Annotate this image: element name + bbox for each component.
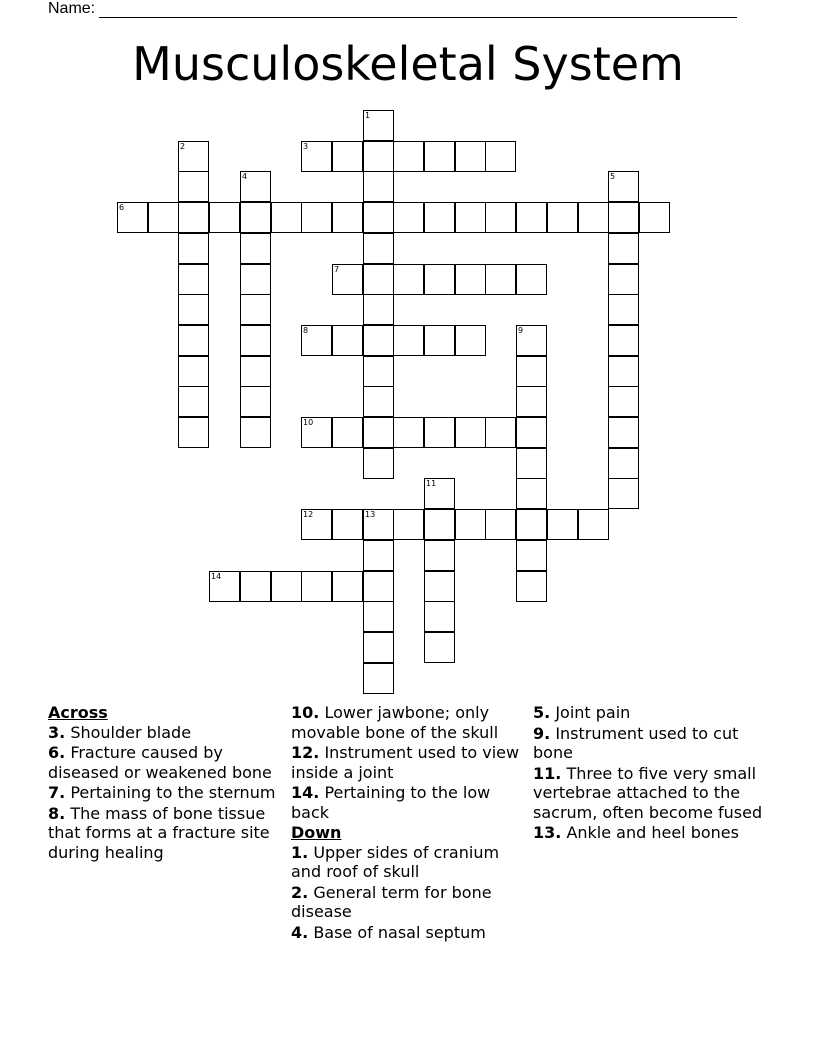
grid-cell[interactable] xyxy=(363,417,394,448)
grid-cell[interactable] xyxy=(363,509,394,540)
grid-cell[interactable] xyxy=(608,417,639,448)
grid-cell[interactable] xyxy=(240,233,271,264)
grid-cell[interactable] xyxy=(424,141,455,172)
grid-cell[interactable] xyxy=(332,325,363,356)
grid-cell[interactable] xyxy=(393,509,424,540)
grid-cell[interactable] xyxy=(178,171,209,202)
grid-cell[interactable] xyxy=(485,202,516,233)
cell-number: 8 xyxy=(303,326,309,335)
grid-cell[interactable] xyxy=(332,202,363,233)
grid-cell[interactable] xyxy=(608,386,639,417)
grid-cell[interactable] xyxy=(332,264,363,295)
grid-cell[interactable] xyxy=(363,540,394,571)
grid-cell[interactable] xyxy=(363,202,394,233)
name-label: Name: xyxy=(48,0,96,17)
grid-cell[interactable] xyxy=(455,509,486,540)
clue-across-6 xyxy=(48,743,278,782)
cell-number: 2 xyxy=(180,142,186,151)
grid-cell[interactable] xyxy=(639,202,670,233)
grid-cell[interactable] xyxy=(608,202,639,233)
clue-down-2 xyxy=(291,883,526,922)
grid-cell[interactable] xyxy=(301,417,332,448)
down-header: Down xyxy=(291,823,342,842)
grid-cell[interactable] xyxy=(363,448,394,479)
clue-down-11 xyxy=(533,764,773,823)
grid-cell[interactable] xyxy=(455,264,486,295)
grid-cell[interactable] xyxy=(547,509,578,540)
cell-number: 13 xyxy=(365,510,376,519)
grid-cell[interactable] xyxy=(363,294,394,325)
grid-cell[interactable] xyxy=(393,141,424,172)
clue-number: 10. xyxy=(291,703,320,722)
grid-cell[interactable] xyxy=(608,325,639,356)
grid-cell[interactable] xyxy=(516,386,547,417)
clue-across-10 xyxy=(291,703,526,742)
grid-cell[interactable] xyxy=(271,202,302,233)
grid-cell[interactable] xyxy=(363,110,394,141)
cell-number: 3 xyxy=(303,142,309,151)
grid-cell[interactable] xyxy=(393,264,424,295)
clue-across-12 xyxy=(291,743,526,782)
clues-column-3 xyxy=(533,703,773,844)
grid-cell[interactable] xyxy=(424,417,455,448)
clue-number: 6. xyxy=(48,743,66,762)
grid-cell[interactable] xyxy=(455,325,486,356)
grid-cell[interactable] xyxy=(516,448,547,479)
grid-cell[interactable] xyxy=(424,478,455,509)
cell-number: 1 xyxy=(365,111,371,120)
clue-number: 2. xyxy=(291,882,309,902)
grid-cell[interactable] xyxy=(178,202,209,233)
grid-cell[interactable] xyxy=(608,233,639,264)
clue-down-4 xyxy=(291,923,526,943)
clue-across-8 xyxy=(48,804,278,863)
grid-cell[interactable] xyxy=(363,325,394,356)
grid-cell[interactable] xyxy=(240,294,271,325)
grid-cell[interactable] xyxy=(301,325,332,356)
cell-number: 6 xyxy=(119,203,125,212)
grid-cell[interactable] xyxy=(240,571,271,602)
clue-text: Instrument used to view inside a joint xyxy=(291,743,520,782)
grid-cell[interactable] xyxy=(301,571,332,602)
grid-cell[interactable] xyxy=(424,202,455,233)
clue-number: 13. xyxy=(533,823,562,842)
clue-text: Upper sides of cranium and roof of skull xyxy=(291,842,500,881)
grid-cell[interactable] xyxy=(363,386,394,417)
clue-text: Pertaining to the sternum xyxy=(70,783,276,802)
grid-cell[interactable] xyxy=(516,264,547,295)
cell-number: 4 xyxy=(242,172,248,181)
clue-number: 4. xyxy=(291,922,309,942)
grid-cell[interactable] xyxy=(209,571,240,602)
grid-cell[interactable] xyxy=(608,448,639,479)
grid-cell[interactable] xyxy=(608,478,639,509)
grid-cell[interactable] xyxy=(240,264,271,295)
grid-cell[interactable] xyxy=(608,294,639,325)
grid-cell[interactable] xyxy=(178,325,209,356)
grid-cell[interactable] xyxy=(148,202,179,233)
grid-cell[interactable] xyxy=(578,509,609,540)
page-title: Musculoskeletal System xyxy=(132,37,684,91)
grid-cell[interactable] xyxy=(178,356,209,387)
grid-cell[interactable] xyxy=(240,386,271,417)
clue-number: 9. xyxy=(533,723,551,743)
clue-number: 3. xyxy=(48,722,66,742)
across-header: Across xyxy=(48,703,108,722)
grid-cell[interactable] xyxy=(209,202,240,233)
clue-text: Shoulder blade xyxy=(70,722,192,742)
grid-cell[interactable] xyxy=(393,325,424,356)
grid-cell[interactable] xyxy=(516,202,547,233)
cell-number: 5 xyxy=(610,172,616,181)
grid-cell[interactable] xyxy=(424,571,455,602)
clue-text: Base of nasal septum xyxy=(313,922,486,942)
clue-number: 7. xyxy=(48,783,66,802)
clue-across-7 xyxy=(48,783,278,803)
grid-cell[interactable] xyxy=(178,141,209,172)
grid-cell[interactable] xyxy=(178,233,209,264)
clue-number: 5. xyxy=(533,703,551,722)
clue-text: Pertaining to the low back xyxy=(291,783,491,822)
grid-cell[interactable] xyxy=(301,509,332,540)
clue-across-3 xyxy=(48,723,278,743)
grid-cell[interactable] xyxy=(608,264,639,295)
grid-cell[interactable] xyxy=(393,417,424,448)
grid-cell[interactable] xyxy=(363,171,394,202)
grid-cell[interactable] xyxy=(547,202,578,233)
clues-column-2 xyxy=(291,703,526,943)
cell-number: 11 xyxy=(426,479,437,488)
grid-cell[interactable] xyxy=(178,264,209,295)
grid-cell[interactable] xyxy=(516,325,547,356)
grid-cell[interactable] xyxy=(455,417,486,448)
grid-cell[interactable] xyxy=(485,417,516,448)
grid-cell[interactable] xyxy=(178,386,209,417)
cell-number: 12 xyxy=(303,510,314,519)
grid-cell[interactable] xyxy=(363,356,394,387)
grid-cell[interactable] xyxy=(363,571,394,602)
grid-cell[interactable] xyxy=(363,663,394,694)
grid-cell[interactable] xyxy=(424,601,455,632)
clue-down-1 xyxy=(291,843,526,882)
grid-cell[interactable] xyxy=(424,264,455,295)
grid-cell[interactable] xyxy=(516,417,547,448)
clue-text: Ankle and heel bones xyxy=(566,823,739,842)
grid-cell[interactable] xyxy=(301,141,332,172)
grid-cell[interactable] xyxy=(516,540,547,571)
clue-across-14 xyxy=(291,783,526,822)
cell-number: 7 xyxy=(334,265,340,274)
clue-text: Lower jawbone; only movable bone of the skull xyxy=(291,703,499,742)
grid-cell[interactable] xyxy=(240,417,271,448)
clue-number: 12. xyxy=(291,743,320,762)
clue-text: Joint pain xyxy=(555,703,631,722)
grid-cell[interactable] xyxy=(301,202,332,233)
grid-cell[interactable] xyxy=(363,233,394,264)
grid-cell[interactable] xyxy=(516,478,547,509)
clue-down-5 xyxy=(533,703,773,723)
clue-text: Three to five very small vertebrae attached to the sacrum, often become fused xyxy=(533,763,763,822)
grid-cell[interactable] xyxy=(424,540,455,571)
grid-cell[interactable] xyxy=(332,509,363,540)
grid-cell[interactable] xyxy=(178,417,209,448)
grid-cell[interactable] xyxy=(332,141,363,172)
grid-cell[interactable] xyxy=(485,264,516,295)
grid-cell[interactable] xyxy=(240,356,271,387)
clue-text: General term for bone disease xyxy=(291,882,492,921)
grid-cell[interactable] xyxy=(332,571,363,602)
clue-down-9 xyxy=(533,724,773,763)
clue-down-13 xyxy=(533,823,773,843)
grid-cell[interactable] xyxy=(363,264,394,295)
grid-cell[interactable] xyxy=(240,171,271,202)
clue-number: 14. xyxy=(291,783,320,802)
grid-cell[interactable] xyxy=(240,325,271,356)
grid-cell[interactable] xyxy=(240,202,271,233)
clue-number: 8. xyxy=(48,803,66,823)
clue-number: 11. xyxy=(533,763,562,783)
grid-cell[interactable] xyxy=(424,325,455,356)
clues-column-1 xyxy=(48,703,278,863)
grid-cell[interactable] xyxy=(485,509,516,540)
grid-cell[interactable] xyxy=(424,509,455,540)
grid-cell[interactable] xyxy=(608,171,639,202)
grid-cell[interactable] xyxy=(516,509,547,540)
cell-number: 14 xyxy=(211,572,222,581)
grid-cell[interactable] xyxy=(363,601,394,632)
grid-cell[interactable] xyxy=(363,632,394,663)
grid-cell[interactable] xyxy=(332,417,363,448)
cell-number: 9 xyxy=(518,326,524,335)
grid-cell[interactable] xyxy=(516,571,547,602)
clue-text: The mass of bone tissue that forms at a fracture site during healing xyxy=(48,803,270,862)
grid-cell[interactable] xyxy=(455,141,486,172)
grid-cell[interactable] xyxy=(178,294,209,325)
cell-number: 10 xyxy=(303,418,314,427)
grid-cell[interactable] xyxy=(393,202,424,233)
clue-text: Instrument used to cut bone xyxy=(533,723,739,762)
clue-text: Fracture caused by diseased or weakened bone xyxy=(48,743,272,782)
clue-number: 1. xyxy=(291,842,309,862)
grid-cell[interactable] xyxy=(485,141,516,172)
grid-cell[interactable] xyxy=(455,202,486,233)
grid-cell[interactable] xyxy=(608,356,639,387)
grid-cell[interactable] xyxy=(363,141,394,172)
grid-cell[interactable] xyxy=(117,202,148,233)
grid-cell[interactable] xyxy=(424,632,455,663)
grid-cell[interactable] xyxy=(271,571,302,602)
grid-cell[interactable] xyxy=(578,202,609,233)
grid-cell[interactable] xyxy=(516,356,547,387)
